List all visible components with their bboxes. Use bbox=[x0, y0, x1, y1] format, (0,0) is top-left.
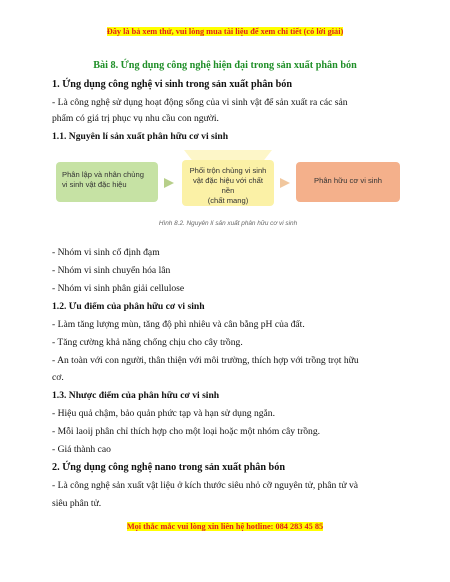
diagram-box-result: Phân hữu cơ vi sinh bbox=[296, 162, 400, 202]
footer-notice bbox=[0, 522, 450, 532]
bullet-1-1-b: - Nhóm vi sinh chuyển hóa lân bbox=[52, 265, 171, 276]
bullet-1-1-c: - Nhóm vi sinh phân giải cellulose bbox=[52, 283, 185, 294]
diagram-box-mix bbox=[182, 160, 274, 206]
section1-text-line2: phẩm có giá trị phục vụ nhu cầu con người. bbox=[52, 113, 219, 124]
arrow-right-icon bbox=[280, 178, 290, 188]
bullet-1-2-c-cont: cơ. bbox=[52, 372, 64, 383]
section2-text-line1: - Là công nghệ sản xuất vật liệu ở kích thước siêu nhỏ cỡ nguyên tử, phân tử và bbox=[52, 480, 359, 491]
section1-1-heading: 1.1. Nguyên lí sản xuất phân hữu cơ vi sinh bbox=[52, 131, 229, 142]
diagram-box-isolate bbox=[56, 162, 158, 202]
section1-heading: 1. Ứng dụng công nghệ vi sinh trong sản xuất phân bón bbox=[52, 79, 293, 90]
section2-text-line2: siêu phân tử. bbox=[52, 498, 102, 509]
bullet-1-2-a: - Làm tăng lượng mùn, tăng độ phì nhiêu và cân bằng pH của đất. bbox=[52, 319, 305, 330]
bullet-1-2-b: - Tăng cường khả năng chống chịu cho cây trồng. bbox=[52, 337, 243, 348]
diagram-caption: Hình 8.2. Nguyên lí sản xuất phân hữu cơ vi sinh bbox=[158, 220, 298, 227]
bullet-1-1-a: - Nhóm vi sinh cố định đạm bbox=[52, 247, 160, 258]
header-notice-text: Đây là bả xem thử, vui lòng mua tài liệu để xem chi tiết (có lời giải) bbox=[106, 27, 344, 36]
page-title: Bài 8. Ứng dụng công nghệ hiện đại trong sản xuất phân bón bbox=[93, 60, 357, 71]
box2-line3: (chất mang) bbox=[207, 196, 249, 205]
section1-2-heading: 1.2. Ưu điểm của phân hữu cơ vi sinh bbox=[52, 301, 205, 312]
bullet-1-3-a: - Hiệu quả chậm, bảo quản phức tạp và hạn sử dụng ngắn. bbox=[52, 408, 275, 419]
arrow-right-icon bbox=[164, 178, 174, 188]
box2-line2: vật đặc hiệu với chất nền bbox=[193, 176, 263, 195]
bullet-1-3-c: - Giá thành cao bbox=[52, 444, 111, 455]
box1-line1: Phân lập và nhân chủng bbox=[62, 170, 144, 179]
section1-3-heading: 1.3. Nhược điểm của phân hữu cơ vi sinh bbox=[52, 390, 220, 401]
bullet-1-2-c: - An toàn với con người, thân thiện với môi trường, thích hợp với trồng trọt hữu bbox=[52, 355, 359, 366]
box2-line1: Phối trộn chủng vi sinh bbox=[189, 166, 267, 175]
box1-line2: vi sinh vật đặc hiệu bbox=[62, 180, 127, 189]
header-notice bbox=[0, 27, 450, 37]
footer-notice-text: Mọi thắc mắc vui lòng xin liên hệ hotline: 084 283 45 85 bbox=[126, 522, 324, 531]
section2-heading: 2. Ứng dụng công nghệ nano trong sản xuất phân bón bbox=[52, 462, 285, 473]
bullet-1-3-b: - Mỗi laoij phân chỉ thích hợp cho một loại hoặc một nhóm cây trồng. bbox=[52, 426, 321, 437]
section1-text-line1: - Là công nghệ sử dụng hoạt động sống của vi sinh vật để sản xuất ra các sản bbox=[52, 97, 348, 108]
production-diagram bbox=[52, 150, 404, 235]
